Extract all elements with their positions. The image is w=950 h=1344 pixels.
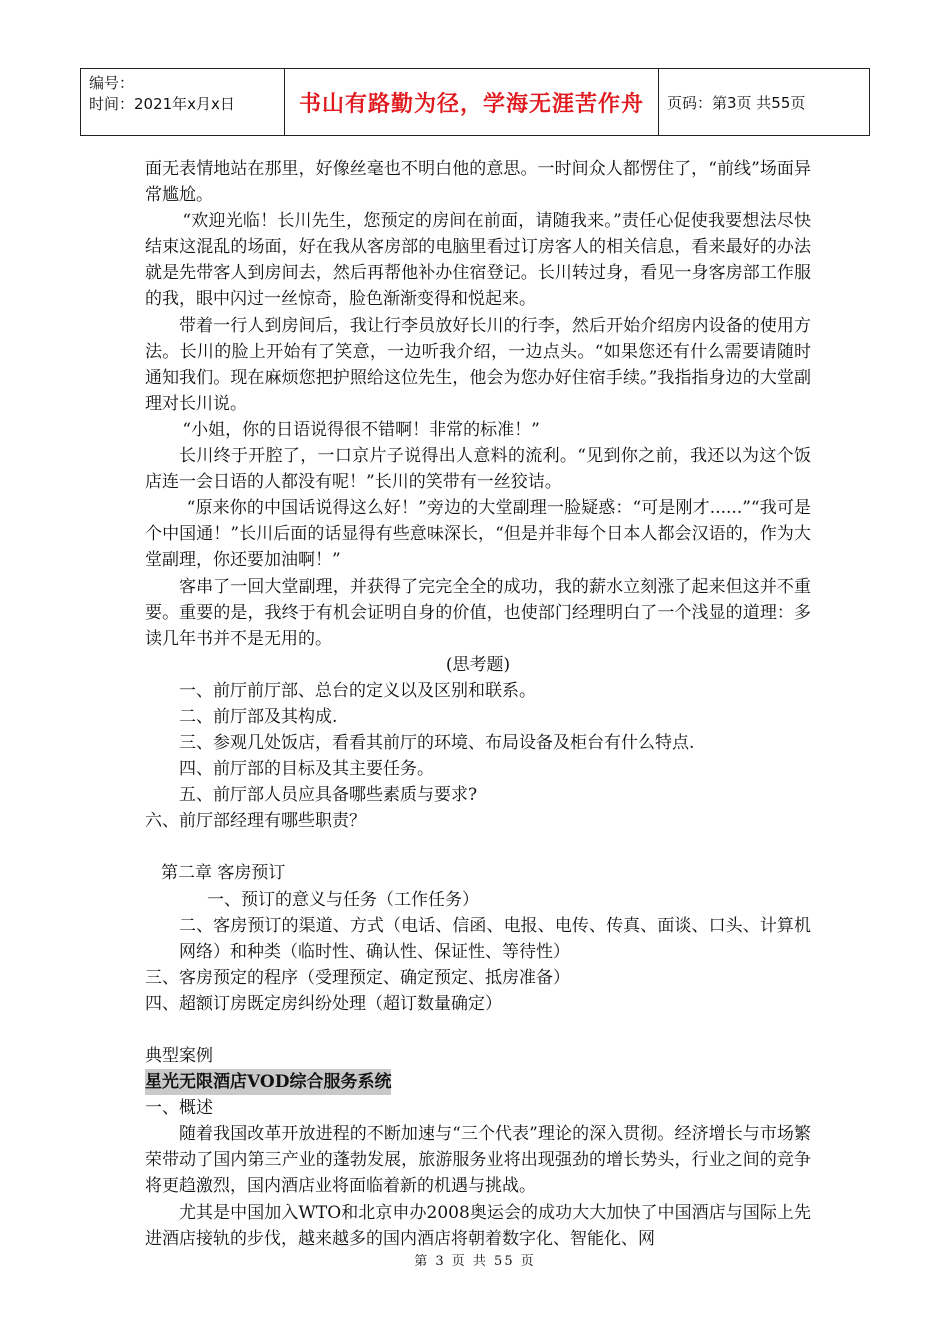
case-title: 星光无限酒店VOD综合服务系统 [145,1069,391,1095]
paragraph: 长川终于开腔了，一口京片子说得出人意料的流利。“见到你之前，我还以为这个饭店连一会日语的人都没有呢！”长川的笑带有一丝狡诘。 [145,446,811,493]
paragraph: 面无表情地站在那里，好像丝毫也不明白他的意思。一时间众人都愣住了，“前线”场面异常尴尬。 [145,159,811,206]
paragraph: “小姐，你的日语说得很不错啊！非常的标准！” [182,419,540,440]
document-body [145,156,811,1252]
question-item: 五、前厅部人员应具备哪些素质与要求? [179,785,478,806]
chapter-item: 一、预订的意义与任务（工作任务） [207,889,479,910]
chapter-item: 三、客房预定的程序（受理预定、确定预定、抵房准备） [145,967,570,988]
case-title-line [145,1069,811,1095]
question-item: 六、前厅部经理有哪些职责？ [145,811,366,832]
paragraph: 客串了一回大堂副理，并获得了完完全全的成功，我的薪水立刻涨了起来但这并不重要。重要的是，我终于有机会证明自身的价值，也使部门经理明白了一个浅显的道理：多读几年书并不是无用的。 [145,576,811,649]
document-number-label: 编号： [89,74,135,92]
question-item: 四、前厅部的目标及其主要任务。 [179,759,434,780]
page-footer: 第 3 页 共 55 页 [414,1254,536,1269]
chapter-title: 第二章 客房预订 [161,863,286,884]
question-item: 一、前厅前厅部、总台的定义以及区别和联系。 [179,680,536,701]
section-heading: 一、概述 [145,1098,213,1119]
paragraph: “原来你的中国话说得这么好！”旁边的大堂副理一脸疑惑：“可是刚才......”“我可是个中国通！”长川后面的话显得有些意味深长，“但是并非每个日本人都会汉语的，作为大堂副理，你还要加油啊！” [145,498,811,571]
case-label: 典型案例 [145,1046,213,1066]
document-date: 时间：2021年x月x日 [89,95,235,113]
header-page-info: 页码：第3页 共55页 [667,93,806,112]
questions-title: (思考题) [445,654,511,675]
chapter-item: 二、客房预订的渠道、方式（电话、信函、电报、电传、传真、面谈、口头、计算机网络）和种类（临时性、确认性、保证性、等待性） [179,915,811,962]
spacer [145,1017,811,1043]
paragraph: “欢迎光临！长川先生，您预定的房间在前面，请随我来。”责任心促使我要想法尽快结束这混乱的场面，好在我从客房部的电脑里看过订房客人的相关信息，看来最好的办法就是先带客人到房间去，然后再帮他补办住宿登记。长川转过身，看见一身客房部工作服的我，眼中闪过一丝惊奇，脸色渐渐变得和悦起来。 [145,211,811,310]
paragraph: 随着我国改革开放进程的不断加速与“三个代表”理论的深入贯彻。经济增长与市场繁荣带动了国内第三产业的蓬勃发展，旅游服务业将出现强劲的增长势头，行业之间的竞争将更趋激烈，国内酒店业将面临着新的机遇与挑战。 [145,1124,811,1197]
page-header [80,68,870,136]
header-motto: 书山有路勤为径，学海无涯苦作舟 [285,69,659,135]
question-item: 二、前厅部及其构成. [179,706,338,727]
paragraph: 带着一行人到房间后，我让行李员放好长川的行李，然后开始介绍房内设备的使用方法。长川的脸上开始有了笑意，一边听我介绍，一边点头。“如果您还有什么需要请随时通知我们。现在麻烦您把护照给这位先生，他会为您办好住宿手续。”我指指身边的大堂副理对长川说。 [145,315,811,414]
spacer [145,834,811,860]
header-meta [81,69,285,135]
chapter-item: 四、超额订房既定房纠纷处理（超订数量确定） [145,993,502,1014]
question-item: 三、参观几处饭店，看看其前厅的环境、布局设备及柜台有什么特点. [179,733,695,754]
paragraph: 尤其是中国加入WTO和北京申办2008奥运会的成功大大加快了中国酒店与国际上先进酒店接轨的步伐，越来越多的国内酒店将朝着数字化、智能化、网 [145,1202,811,1249]
